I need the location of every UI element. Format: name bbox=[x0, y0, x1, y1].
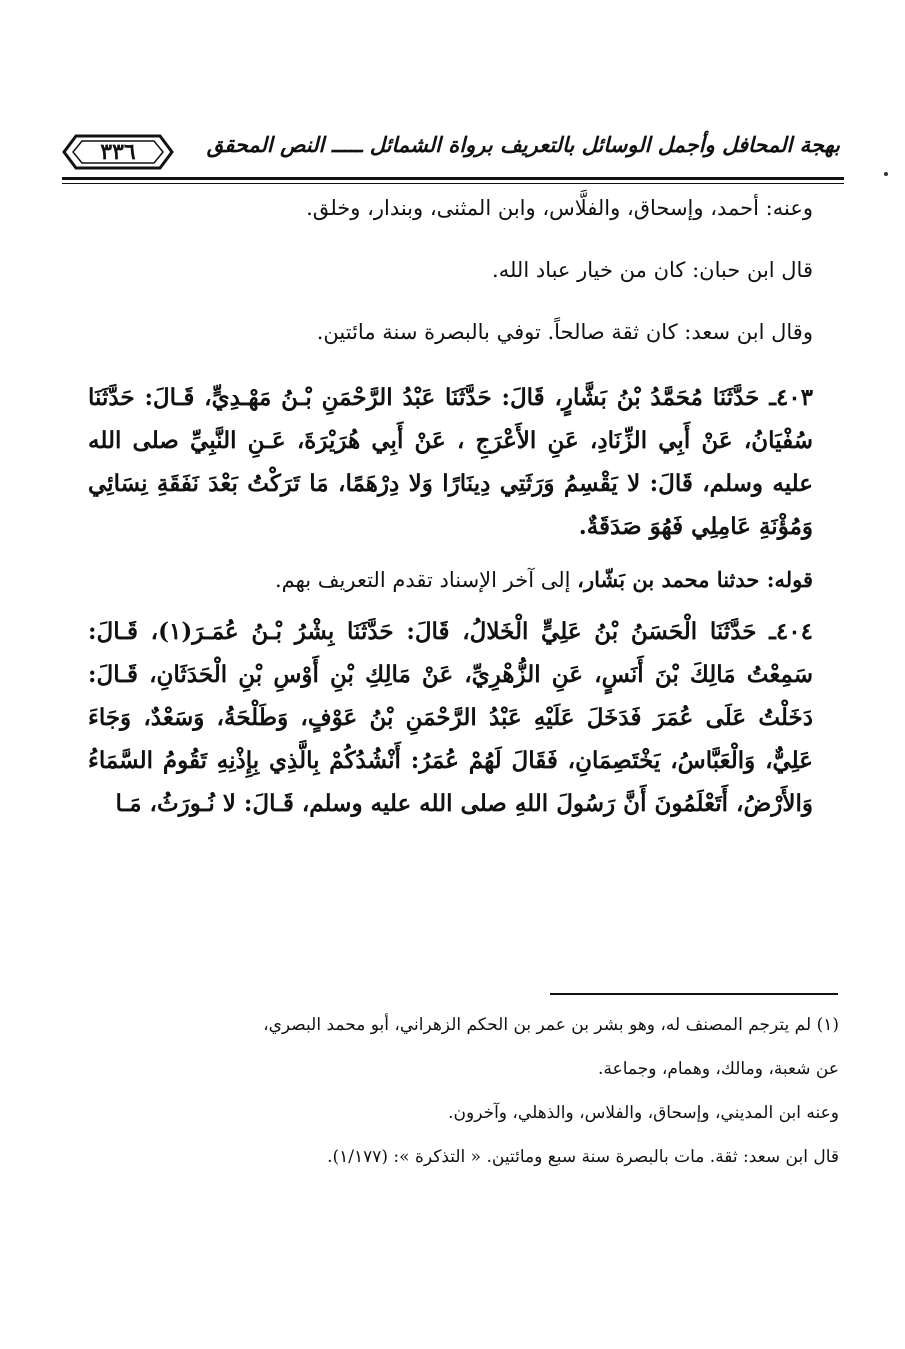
paragraph-students: وعنه: أحمد، وإسحاق، والفلَّاس، وابن المثنى، وبندار، وخلق. bbox=[306, 196, 813, 220]
page-number: ٣٣٦ bbox=[100, 139, 136, 165]
header-rule-thin bbox=[62, 183, 844, 184]
paragraph-ibn-hibban: قال ابن حبان: كان من خيار عباد الله. bbox=[492, 258, 813, 282]
footnote-line: قال ابن سعد: ثقة. مات بالبصرة سنة سبع ومائتين. « التذكرة »: (١/١٧٧). bbox=[327, 1147, 839, 1167]
margin-speck bbox=[884, 172, 888, 176]
commentary-rest: إلى آخر الإسناد تقدم التعريف بهم. bbox=[274, 568, 578, 592]
main-text bbox=[88, 190, 813, 839]
running-title: بهجة المحافل وأجمل الوسائل بالتعريف برواة الشمائل ـــــ النص المحقق bbox=[206, 132, 840, 157]
header-rule-thick bbox=[62, 177, 844, 180]
footnotes bbox=[139, 1008, 839, 1184]
paragraph-ibn-saad: وقال ابن سعد: كان ثقة صالحاً. توفي بالبصرة سنة مائتين. bbox=[316, 320, 813, 344]
running-header bbox=[62, 126, 840, 180]
hadith-403: ٤٠٣ـ حَدَّثَنَا مُحَمَّدُ بْنُ بَشَّارٍ، قَالَ: حَدَّثَنَا عَبْدُ الرَّحْمَنِ بْـنُ مَهْـدِيٍّ، قَـالَ: حَدَّثَنَا سُفْيَانُ، عَنْ أَبِي الزِّنَادِ، عَنِ الأَعْرَجِ ، عَنْ أَبِي هُرَيْرَةَ، عَـنِ النَّبِيِّ صلى الله عليه وسلم، قَالَ: لا يَقْسِمُ وَرَثَتِي دِينَارًا وَلا دِرْهَمًا، مَا تَرَكْتُ بَعْدَ نَفَقَةِ نِسَائِي وَمُؤْنَةِ عَامِلِي فَهُوَ صَدَقَةٌ. bbox=[88, 384, 813, 540]
footnote-line: وعنه ابن المديني، وإسحاق، والفلاس، والذهلي، وآخرون. bbox=[448, 1103, 839, 1123]
page-number-badge bbox=[62, 132, 174, 172]
commentary-lead: قوله: حدثنا محمد بن بَشّار، bbox=[577, 567, 813, 592]
hadith-404: ٤٠٤ـ حَدَّثَنَا الْحَسَنُ بْنُ عَلِيٍّ الْخَلالُ، قَالَ: حَدَّثَنَا بِشْرُ بْـنُ عُمَـرَ(١)، قَـالَ: سَمِعْتُ مَالِكَ بْنَ أَنَسٍ، عَنِ الزُّهْرِيِّ، عَنْ مَالِكِ بْنِ أَوْسِ بْنِ الْحَدَثَانِ، قَـالَ: دَخَلْتُ عَلَى عُمَرَ فَدَخَلَ عَلَيْهِ عَبْدُ الرَّحْمَنِ بْنُ عَوْفٍ، وَطَلْحَةُ، وَسَعْدٌ، وَجَاءَ عَلِيٌّ، وَالْعَبَّاسُ، يَخْتَصِمَانِ، فَقَالَ لَهُمْ عُمَرُ: أَنْشُدُكُمْ بِالَّذِي بِإِذْنِهِ تَقُومُ السَّمَاءُ وَالأَرْضُ، أَتَعْلَمُونَ أَنَّ رَسُولَ اللهِ صلى الله عليه وسلم، قَـالَ: لا نُـورَثُ، مَـا bbox=[88, 618, 813, 817]
commentary-403 bbox=[88, 562, 813, 598]
footnote-line: عن شعبة، ومالك، وهمام، وجماعة. bbox=[598, 1059, 839, 1079]
footnote-separator bbox=[550, 993, 838, 995]
footnote-line: (١) لم يترجم المصنف له، وهو بشر بن عمر بن الحكم الزهراني، أبو محمد البصري، bbox=[263, 1015, 839, 1035]
